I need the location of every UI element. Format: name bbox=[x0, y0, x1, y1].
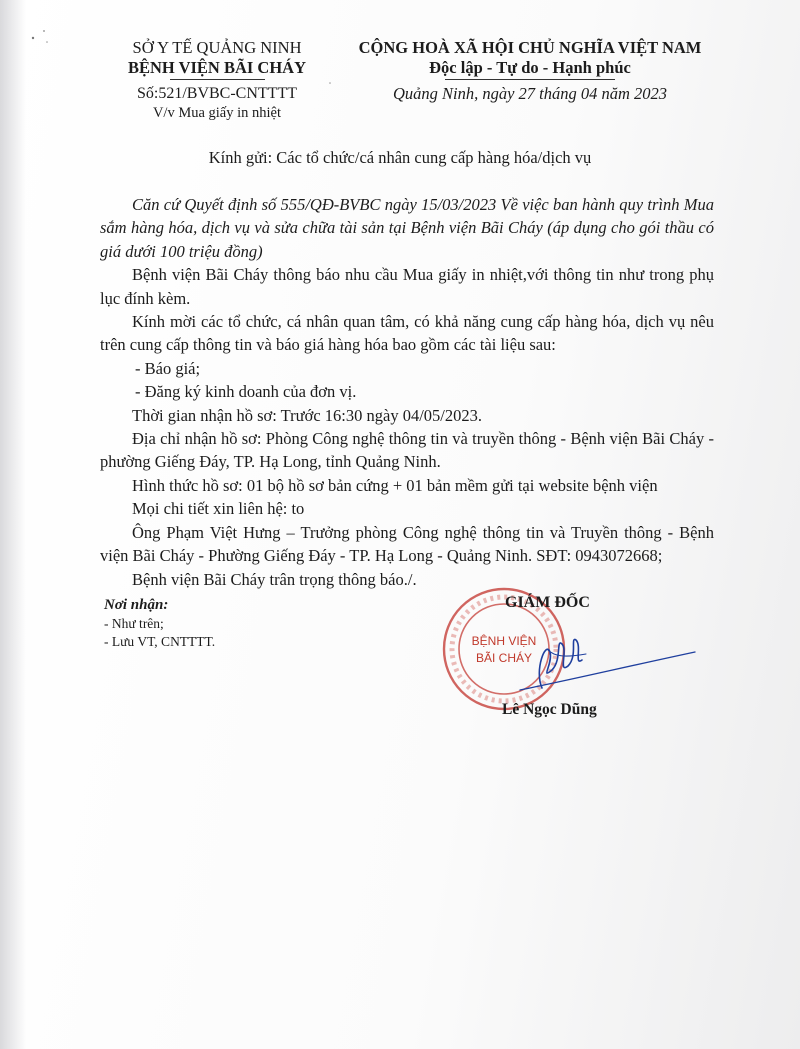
contact-intro-paragraph: Mọi chi tiết xin liên hệ: to bbox=[132, 499, 305, 519]
legal-basis-paragraph: Căn cứ Quyết định số 555/QĐ-BVBC ngày 15/03/2023 Về việc ban hành quy trình Mua sắm hàng hóa, dịch vụ và sửa chữa tài sản tại Bệnh viện Bãi Cháy (áp dụng cho gói thầu có giá dưới 100 triệu đồng) bbox=[100, 195, 714, 261]
deadline-paragraph: Thời gian nhận hồ sơ: Trước 16:30 ngày 04/05/2023. bbox=[132, 405, 482, 425]
country-name: CỘNG HOÀ XÃ HỘI CHỦ NGHĨA VIỆT NAM bbox=[358, 38, 702, 57]
signer-name: Lê Ngọc Dũng bbox=[502, 701, 597, 718]
document-list-item: - Đăng ký kinh doanh của đơn vị. bbox=[135, 382, 357, 402]
issuer-underline bbox=[170, 79, 265, 80]
place-and-date: Quảng Ninh, ngày 27 tháng 04 năm 2023 bbox=[392, 84, 668, 103]
recipients-block bbox=[104, 596, 324, 651]
announcement-paragraph: Bệnh viện Bãi Cháy thông báo nhu cầu Mua giấy in nhiệt,với thông tin như trong phụ lục đính kèm. bbox=[100, 265, 714, 308]
address-paragraph: Địa chỉ nhận hồ sơ: Phòng Công nghệ thông tin và truyền thông - Bệnh viện Bãi Cháy - phường Giếng Đáy, TP. Hạ Long, tỉnh Quảng Ninh. bbox=[100, 429, 714, 472]
letter-body bbox=[100, 193, 714, 591]
signer-position: GIÁM ĐỐC bbox=[505, 594, 590, 611]
submission-format-paragraph: Hình thức hồ sơ: 01 bộ hồ sơ bản cứng + 01 bản mềm gửi tại website bệnh viện bbox=[132, 475, 658, 495]
document-subject: V/v Mua giấy in nhiệt bbox=[152, 105, 282, 121]
recipient-item: - Lưu VT, CNTTTT. bbox=[104, 634, 216, 649]
recipients-title: Nơi nhận: bbox=[104, 597, 169, 613]
national-header bbox=[352, 38, 708, 104]
document-list-item: - Báo giá; bbox=[135, 358, 201, 378]
handwritten-signature bbox=[490, 610, 700, 700]
stamp-text-line2: BÃI CHÁY bbox=[475, 651, 533, 665]
document-number: Số:521/BVBC-CNTTTT bbox=[136, 85, 297, 102]
hospital-name: BỆNH VIỆN BÃI CHÁY bbox=[127, 58, 307, 77]
national-motto: Độc lập - Tự do - Hạnh phúc bbox=[429, 58, 631, 77]
motto-underline bbox=[445, 79, 615, 80]
contact-person-paragraph: Ông Phạm Việt Hưng – Trưởng phòng Công nghệ thông tin và Truyền thông - Bệnh viện Bãi Cháy - Phường Giếng Đáy - TP. Hạ Long - Quảng Ninh. SĐT: 0943072668; bbox=[100, 522, 714, 566]
closing-paragraph: Bệnh viện Bãi Cháy trân trọng thông báo./. bbox=[132, 569, 417, 589]
ministry-name: SỞ Y TẾ QUẢNG NINH bbox=[132, 38, 302, 57]
recipient-line: Kính gửi: Các tổ chức/cá nhân cung cấp hàng hóa/dịch vụ bbox=[208, 148, 592, 167]
issuer-block bbox=[92, 38, 342, 122]
stamp-text-line1: BỆNH VIỆN bbox=[471, 634, 537, 648]
invitation-paragraph: Kính mời các tổ chức, cá nhân quan tâm, có khả năng cung cấp hàng hóa, dịch vụ nêu trên cung cấp thông tin và báo giá hàng hóa bao gồm các tài liệu sau: bbox=[100, 312, 714, 355]
recipient-item: - Như trên; bbox=[104, 616, 164, 631]
